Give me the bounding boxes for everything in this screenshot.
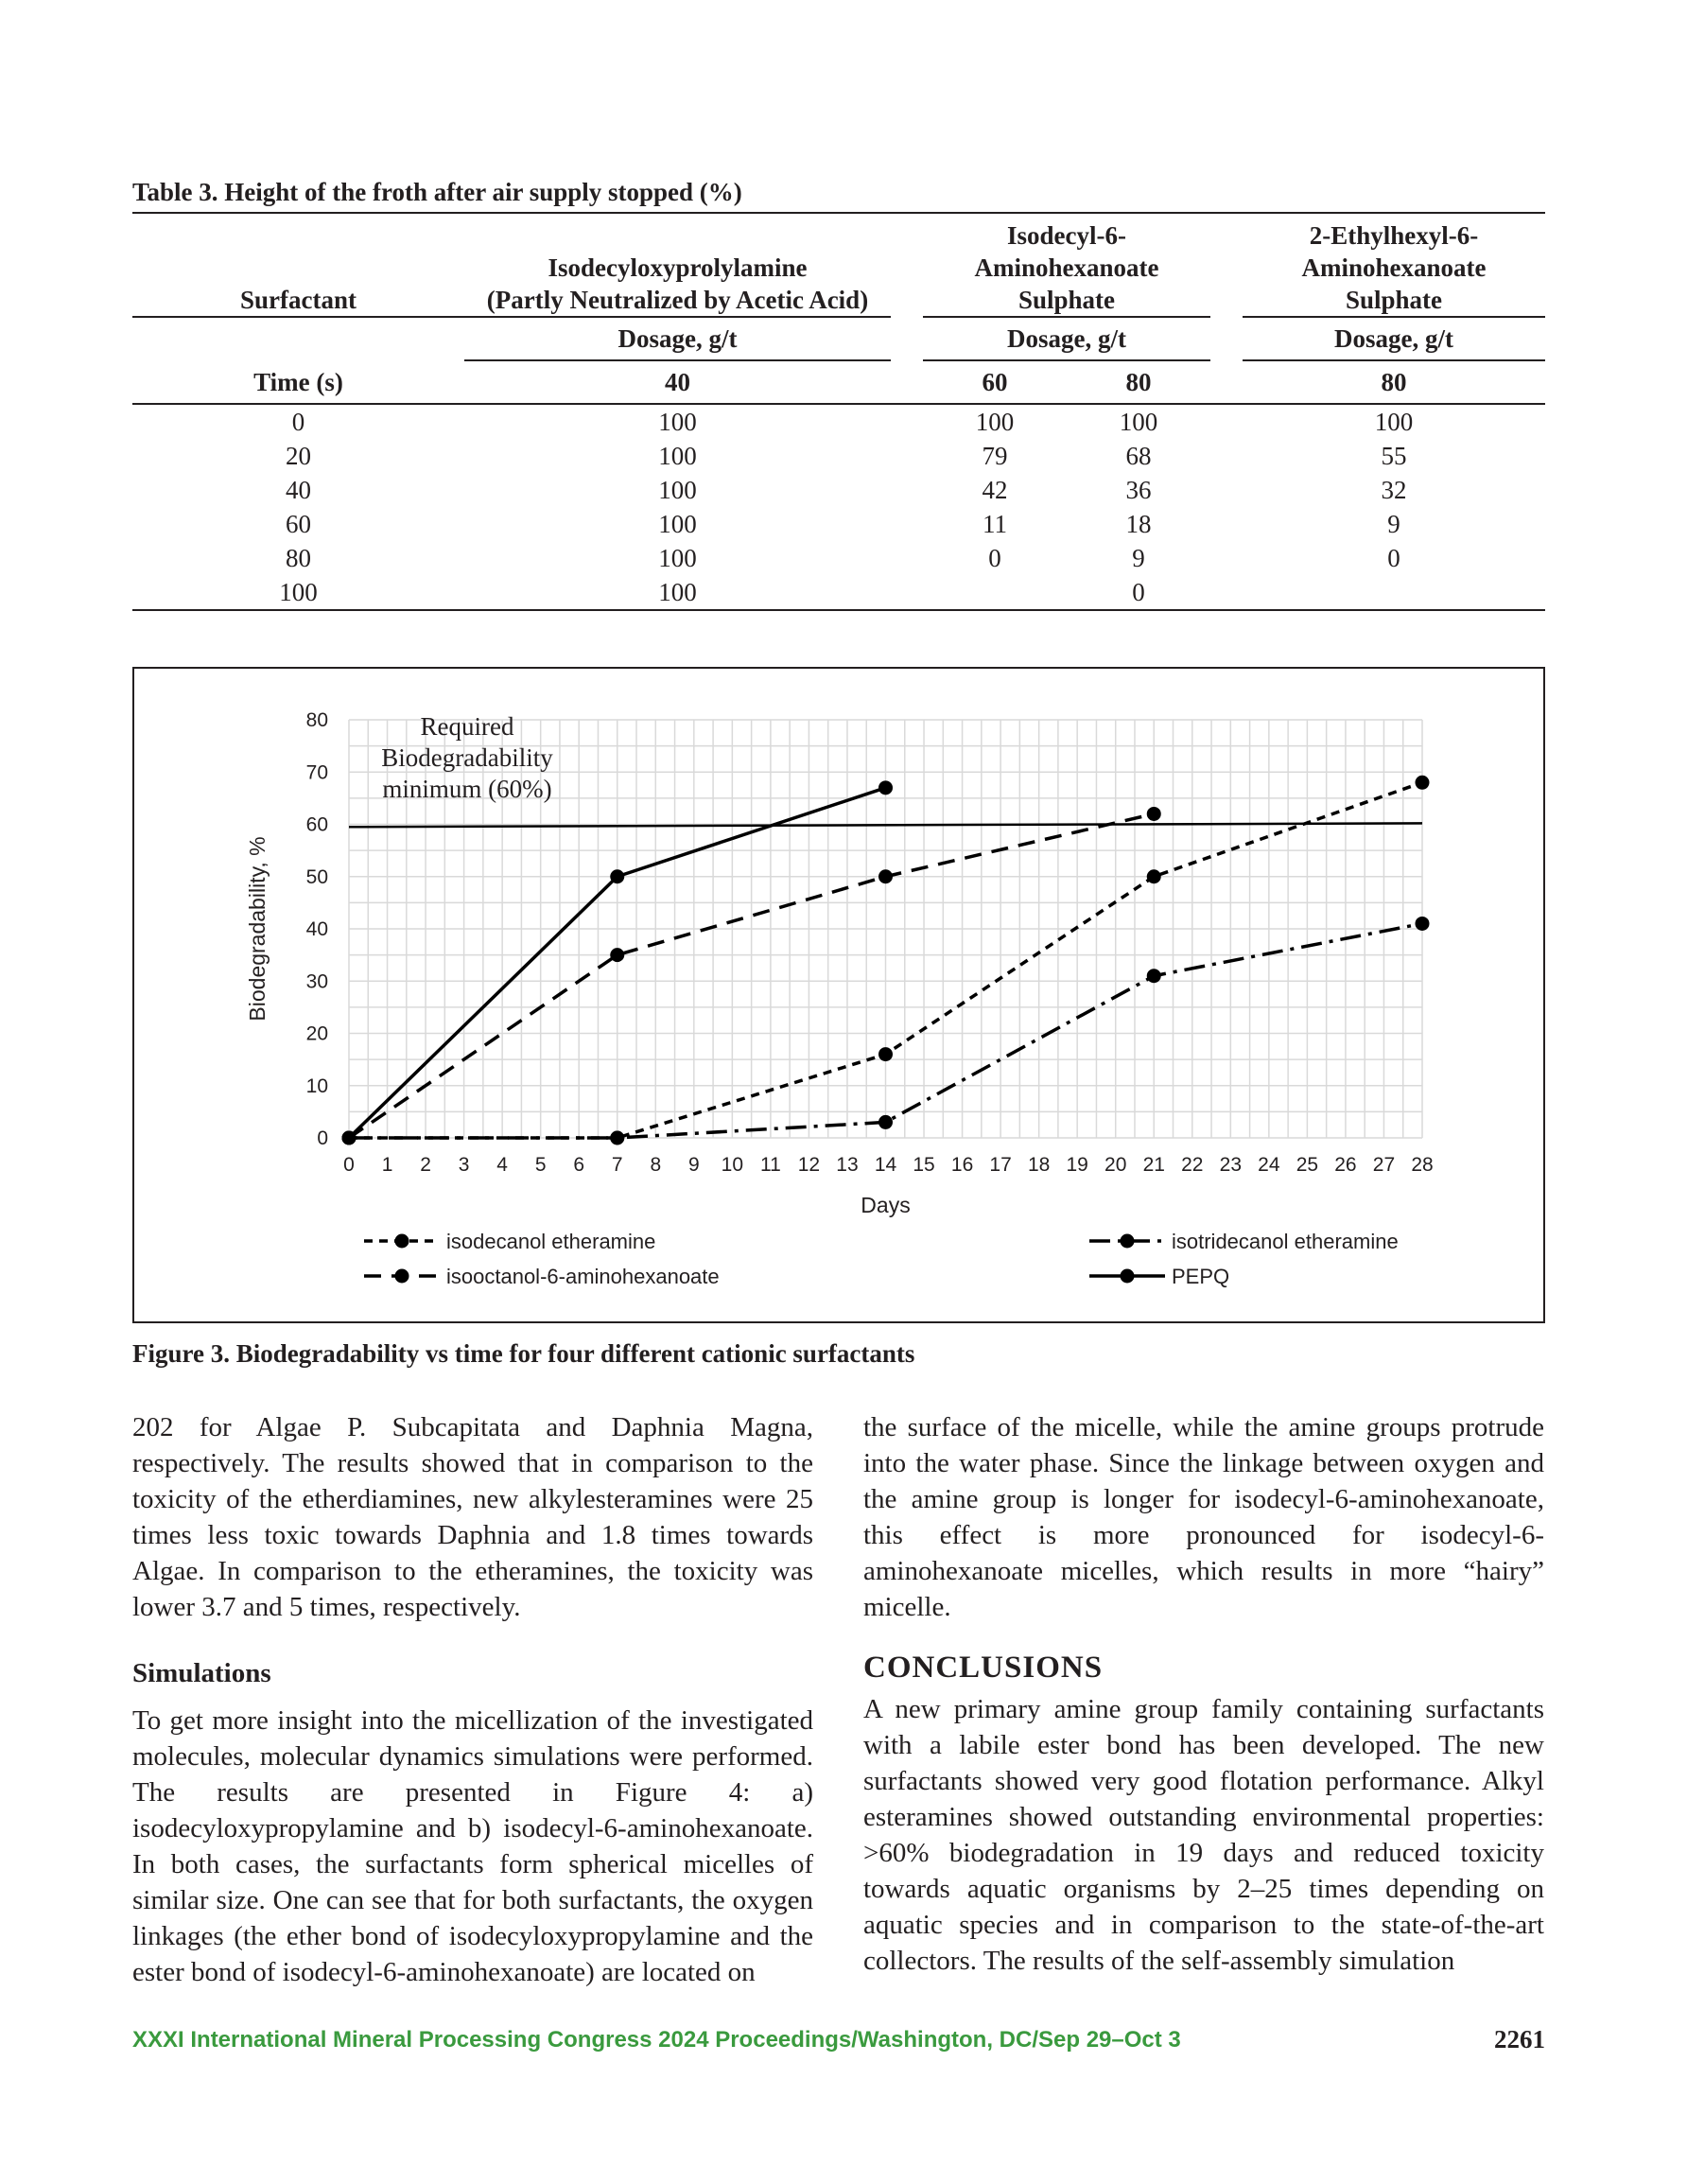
dosage-label-col2: Dosage, g/t (923, 317, 1210, 360)
footer-conference: XXXI International Mineral Processing Congress 2024 Proceedings/Washington, DC/Sep 29–Oct 3 (132, 2027, 1181, 2053)
table-cell: 100 (658, 442, 697, 470)
table-cell: 0 (988, 544, 1001, 572)
dosage-value: 80 (1243, 360, 1545, 404)
table-cell: 55 (1381, 442, 1407, 470)
dosage-value: 40 (464, 360, 891, 404)
x-tick-label: 7 (611, 1154, 623, 1176)
left-paragraph-1: 202 for Algae P. Subcapitata and Daphnia Magna, respectively. The results showed that in comparison to the toxicity of the etherdiamines, new alkylesteramines were 25 times less toxic towards Daphnia and 1.8 times towards Algae. In comparison to the etheramines, the toxicity was lower 3.7 and 5 times, respectively. (132, 1412, 813, 1622)
legend-label: isooctanol-6-aminohexanoate (446, 1265, 720, 1288)
table-cell: 9 (1132, 544, 1145, 572)
y-tick-label: 30 (305, 970, 328, 993)
x-tick-label: 16 (950, 1154, 974, 1176)
header-isodecyloxyprolylamine (464, 213, 891, 317)
data-point (1416, 776, 1430, 790)
y-tick-label: 80 (305, 709, 328, 731)
legend-label: PEPQ (1172, 1265, 1230, 1288)
legend-marker (395, 1234, 409, 1249)
x-tick-label: 4 (496, 1154, 508, 1176)
x-tick-label: 23 (1219, 1154, 1243, 1176)
data-point (610, 869, 624, 883)
table-row (132, 541, 1545, 575)
figure-caption: Figure 3. Biodegradability vs time for four different cationic surfactants (132, 1339, 915, 1368)
x-tick-label: 9 (687, 1154, 700, 1176)
y-tick-label: 70 (305, 761, 328, 784)
x-tick-label: 28 (1411, 1154, 1434, 1176)
threshold-annotation: minimum (60%) (382, 775, 552, 803)
x-tick-label: 12 (797, 1154, 821, 1176)
data-point (342, 1131, 357, 1145)
biodegradability-chart (134, 669, 1543, 1321)
header-col2-line2: Aminohexanoate (974, 253, 1159, 282)
header-col3-line3: Sulphate (1345, 286, 1443, 314)
y-tick-label: 60 (305, 813, 328, 836)
y-tick-label: 40 (305, 918, 328, 940)
data-point (1147, 869, 1161, 883)
table-row (132, 404, 1545, 439)
x-tick-label: 25 (1296, 1154, 1319, 1176)
threshold-annotation: Biodegradability (381, 743, 553, 772)
page-number: 2261 (1494, 2025, 1545, 2053)
x-tick-label: 15 (913, 1154, 935, 1176)
table-cell: 68 (1125, 442, 1152, 470)
data-point (878, 869, 893, 883)
data-point (1147, 969, 1161, 983)
table-cell: 42 (982, 476, 1008, 504)
header-col2-line3: Sulphate (1017, 286, 1116, 314)
data-point (1416, 917, 1430, 931)
x-tick-label: 8 (650, 1154, 662, 1176)
legend-marker (1121, 1269, 1135, 1284)
time-label: Time (s) (132, 360, 464, 404)
table-cell: 100 (132, 575, 464, 610)
legend-label: isotridecanol etheramine (1172, 1230, 1399, 1253)
table-cell: 11 (983, 510, 1007, 538)
left-paragraph-2: To get more insight into the micellization of the investigated molecules, molecular dynamics simulations were performed. The results are presented in Figure 4: a) isodecyloxypropylamine and b) isodecyl-6-aminohexanoate. In both cases, the surfactants form spherical micelles of similar size. One can see that for both surfactants, the oxygen linkages (the ether bond of isodecyloxypropylamine and the ester bond of isodecyl-6-aminohexanoate) are located on (132, 1705, 813, 1987)
header-col3-line2: Aminohexanoate (1301, 253, 1487, 282)
table-cell: 100 (658, 476, 697, 504)
x-axis-title: Days (861, 1193, 911, 1217)
table-cell: 0 (1067, 575, 1210, 610)
table-cell: 36 (1125, 476, 1152, 504)
x-tick-label: 2 (420, 1154, 431, 1176)
y-tick-label: 10 (305, 1075, 328, 1097)
conclusions-heading: CONCLUSIONS (863, 1651, 1104, 1685)
x-tick-label: 20 (1104, 1154, 1127, 1176)
figure-frame (132, 667, 1545, 1323)
dosage-value: 80 (1067, 360, 1210, 404)
table-row (132, 575, 1545, 610)
y-tick-label: 20 (305, 1022, 328, 1045)
x-tick-label: 11 (759, 1154, 781, 1176)
x-tick-label: 26 (1334, 1154, 1357, 1176)
table-cell: 100 (1374, 408, 1414, 436)
header-surfactant: Surfactant (132, 213, 464, 317)
y-tick-label: 50 (305, 865, 328, 888)
y-axis-title: Biodegradability, % (245, 836, 270, 1022)
table-cell: 32 (1381, 476, 1407, 504)
x-tick-label: 1 (381, 1154, 393, 1176)
right-paragraph-1: the surface of the micelle, while the amine groups protrude into the water phase. Since the linkage between oxygen and the amine group is longer for isodecyl-6-aminohexanoate, this effect is more pronounced for isodecyl-6-aminohexanoate micelles, which results in more “hairy” micelle. (863, 1412, 1544, 1622)
froth-height-table (132, 212, 1545, 611)
x-tick-label: 19 (1066, 1154, 1088, 1176)
table-cell: 100 (658, 544, 697, 572)
header-isodecyl-sulphate (923, 213, 1210, 317)
table-cell: 80 (286, 544, 311, 572)
x-tick-label: 0 (343, 1154, 355, 1176)
x-tick-label: 6 (573, 1154, 585, 1176)
header-col1-line2: (Partly Neutralized by Acetic Acid) (486, 286, 869, 314)
x-tick-label: 27 (1372, 1154, 1396, 1176)
dosage-label-col1: Dosage, g/t (464, 317, 891, 360)
x-tick-label: 24 (1258, 1154, 1280, 1176)
table-row (132, 439, 1545, 473)
data-point (878, 1047, 893, 1061)
data-point (610, 948, 624, 962)
table-cell: 0 (291, 408, 305, 436)
table-cell: 100 (658, 408, 697, 436)
x-tick-label: 10 (721, 1154, 744, 1176)
table-cell: 100 (658, 510, 697, 538)
x-tick-label: 13 (836, 1154, 859, 1176)
data-point (610, 1131, 624, 1145)
table-cell: 18 (1125, 510, 1152, 538)
x-tick-label: 22 (1181, 1154, 1204, 1176)
x-tick-label: 18 (1027, 1154, 1051, 1176)
data-point (878, 1115, 893, 1129)
table-cell: 40 (286, 476, 311, 504)
table-cell: 100 (1119, 408, 1158, 436)
table-row (132, 473, 1545, 507)
table-cell: 0 (1387, 544, 1400, 572)
table-row (132, 507, 1545, 541)
table-cell: 9 (1387, 510, 1400, 538)
right-column (863, 1409, 1544, 1979)
table-cell (1243, 575, 1545, 610)
table-cell: 100 (464, 575, 891, 610)
header-ethylhexyl-sulphate (1243, 213, 1545, 317)
table-cell (923, 575, 1067, 610)
x-tick-label: 17 (989, 1154, 1012, 1176)
x-tick-label: 5 (534, 1154, 547, 1176)
table-cell: 60 (286, 510, 311, 538)
table-cell: 20 (286, 442, 311, 470)
header-col2-line1: Isodecyl-6- (1007, 221, 1126, 250)
left-column (132, 1409, 813, 1990)
table-cell: 79 (982, 442, 1008, 470)
right-paragraph-2: A new primary amine group family containing surfactants with a labile ester bond has been developed. The new surfactants showed very good flotation performance. Alkyl esteramines showed outstanding environmental properties: >60% biodegradation in 19 days and reduced toxicity towards aquatic organisms by 2–25 times depending on aquatic species and in comparison to the state-of-the-art collectors. The results of the self-assembly simulation (863, 1694, 1544, 1976)
table-caption: Table 3. Height of the froth after air supply stopped (%) (132, 178, 742, 206)
x-tick-label: 21 (1142, 1154, 1165, 1176)
legend-marker (1121, 1234, 1135, 1249)
dosage-value: 60 (923, 360, 1067, 404)
x-tick-label: 14 (874, 1154, 897, 1176)
header-col3-line1: 2-Ethylhexyl-6- (1309, 221, 1479, 250)
dosage-label-col3: Dosage, g/t (1243, 317, 1545, 360)
threshold-annotation: Required (420, 712, 514, 741)
x-tick-label: 3 (458, 1154, 470, 1176)
simulations-heading: Simulations (132, 1658, 271, 1688)
table-cell: 100 (975, 408, 1015, 436)
header-col1-line1: Isodecyloxyprolylamine (548, 253, 808, 282)
data-point (878, 780, 893, 795)
y-tick-label: 0 (317, 1127, 328, 1149)
data-point (1147, 807, 1161, 821)
legend-marker (395, 1269, 409, 1284)
legend-label: isodecanol etheramine (446, 1230, 656, 1253)
